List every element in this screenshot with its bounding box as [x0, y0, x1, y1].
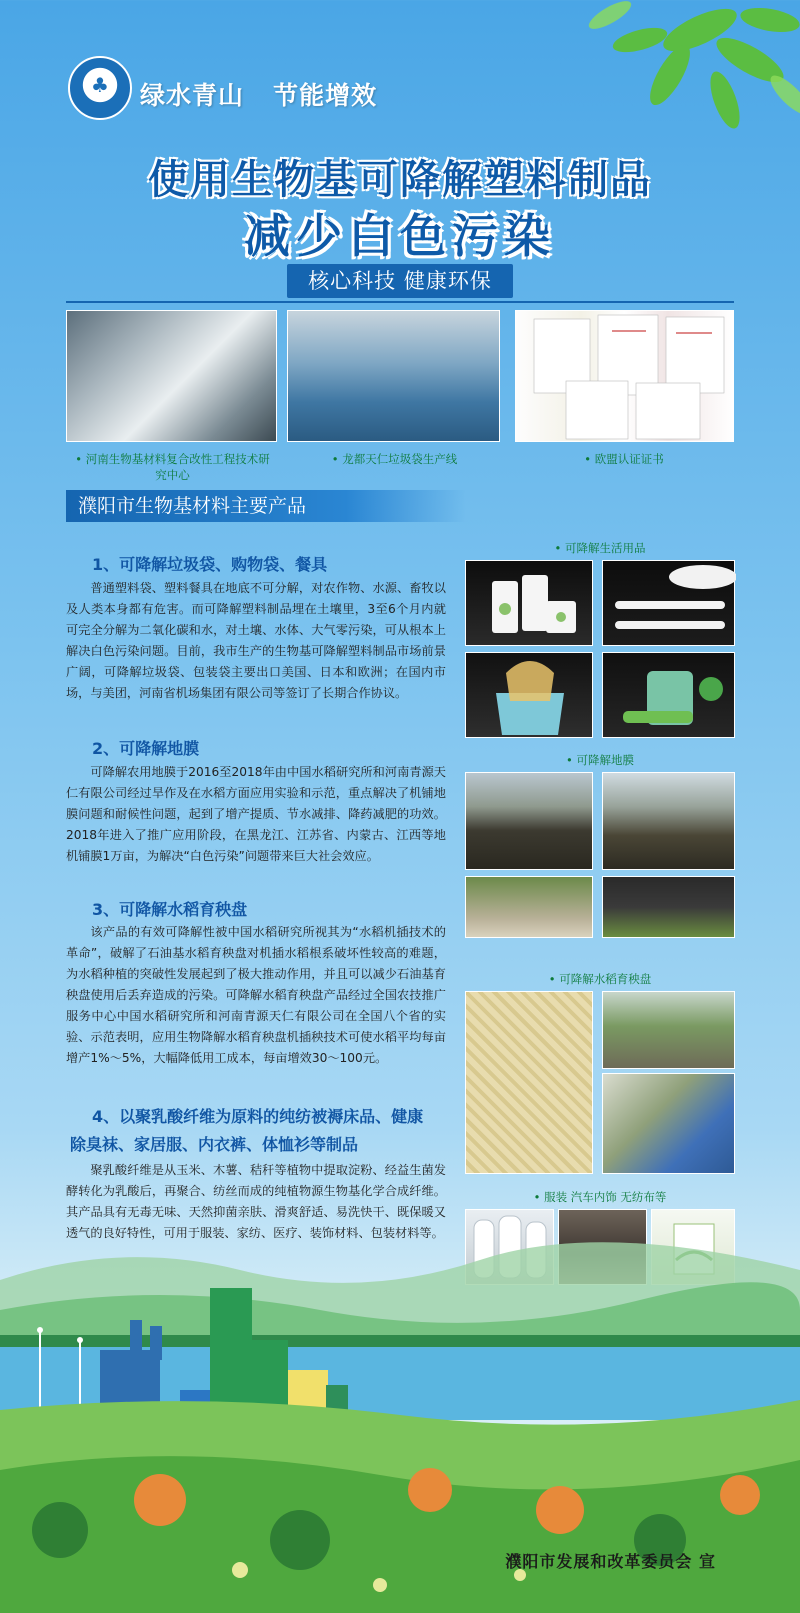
- mulch-film-field-photo: [465, 772, 593, 870]
- image-caption: • 可降解水稻育秧盘: [548, 972, 652, 986]
- tagline-badge: 核心科技 健康环保: [287, 264, 513, 298]
- divider: [66, 301, 734, 303]
- photo-caption: • 龙都天仁垃圾袋生产线: [331, 452, 458, 466]
- transplanter-photo: [602, 991, 735, 1069]
- seedlings-photo: [465, 876, 593, 938]
- certificate-photo: [515, 310, 734, 442]
- main-title-line-2: 减少白色污染: [244, 209, 556, 263]
- section-heading: 除臭袜、家居服、内衣裤、体恤衫等制品: [70, 1135, 359, 1154]
- film-laying-machine-photo: [602, 772, 735, 870]
- slogan: [140, 76, 377, 112]
- section-heading: 4、以聚乳酸纤维为原料的纯纺被褥床品、健康: [92, 1107, 424, 1126]
- production-line-photo: [287, 310, 500, 442]
- seedling-tray-photo: [465, 991, 593, 1174]
- image-caption: • 可降解生活用品: [554, 541, 646, 555]
- farmer-photo: [602, 1073, 735, 1174]
- section-heading: 1、可降解垃圾袋、购物袋、餐具: [92, 555, 328, 574]
- photo-caption: • 欧盟认证证书: [584, 452, 664, 466]
- film-seedlings-photo: [602, 876, 735, 938]
- section-heading: 3、可降解水稻育秧盘: [92, 900, 248, 919]
- main-title-line-1: 使用生物基可降解塑料制品: [148, 157, 652, 203]
- image-caption: • 可降解地膜: [566, 753, 634, 767]
- section-body: 普通塑料袋、塑料餐具在地底不可分解，对农作物、水源、畜牧以及人类本身都有危害。而可降解塑料制品埋在土壤里，3至6个月内就可完全分解为二氧化碳和水，对土壤、水体、大气零污染，可从根本上解决白色污染问题。目前，我市生产的生物基可降解塑料制品市场前景广阔，可降解垃圾袋、包装袋主要出口美国、日本和欧洲；在国内市场，与美团，河南省机场集团有限公司等签订了长期合作协议。: [66, 581, 446, 700]
- slogan-part-2: 节能增效: [273, 81, 378, 110]
- section-banner: 濮阳市生物基材料主要产品: [66, 490, 466, 522]
- section-heading: 2、可降解地膜: [92, 739, 200, 758]
- section-body: 可降解农用地膜于2016至2018年由中国水稻研究所和河南青源天仁有限公司经过旱作及在水稻方面应用实验和示范，重点解决了机铺地膜问题和耐候性问题，起到了增产提质、节水减排、降药减肥的功效。2018年进入了推广应用阶段，在黑龙江、江苏省、内蒙古、江西等地机铺膜1万亩，为解决“白色污染”问题带来巨大社会效应。: [66, 765, 446, 863]
- publisher-credit: 濮阳市发展和改革委员会 宣: [505, 1552, 716, 1571]
- cutlery-photo: [602, 560, 735, 646]
- trash-bag-photo: [465, 652, 593, 738]
- leaves-decoration-icon: [550, 0, 800, 140]
- lab-research-photo: [66, 310, 277, 442]
- compost-bag-photo: [602, 652, 735, 738]
- image-caption: • 服装 汽车内饰 无纺布等: [533, 1190, 667, 1204]
- tree-icon: ♣: [91, 73, 109, 97]
- photo-caption: • 河南生物基材料复合改性工程技术研究中心: [75, 452, 270, 482]
- section-body: 聚乳酸纤维是从玉米、木薯、秸秆等植物中提取淀粉、经益生菌发酵转化为乳酸后，再聚合、纺丝而成的纯植物源生物基化学合成纤维。其产品具有无毒无味、天然抑菌亲肤、滑爽舒适、易洗快干、既保暖又透气的良好特性，可用于服装、家纺、医疗、装饰材料、包装材料等。: [66, 1163, 446, 1240]
- section-body: 该产品的有效可降解性被中国水稻研究所视其为“水稻机插技术的革命”，破解了石油基水稻育秧盘对机插水稻根系破坏性较高的难题，为水稻种植的突破性发展起到了极大推动作用，并且可以减少石油基育秧盘使用后丢弃造成的污染。可降解水稻育秧盘产品经过全国农技推广服务中心中国水稻研究所和河南青源天仁有限公司在全国八个省的实验、示范表明，应用生物降解水稻育秧盘机插秧技术可使水稻平均每亩增产1%～5%，大幅降低用工成本，每亩增效30～100元。: [66, 925, 446, 1065]
- paper-cups-photo: [465, 560, 593, 646]
- slogan-part-1: 绿水青山: [140, 81, 245, 110]
